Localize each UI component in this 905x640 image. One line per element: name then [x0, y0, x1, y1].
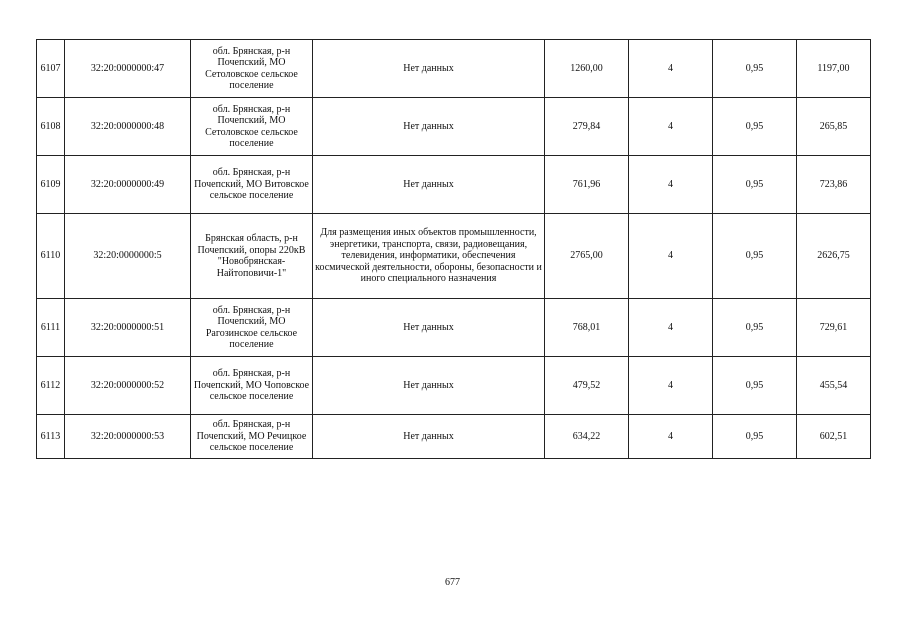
address: обл. Брянская, р-н Почепский, МО Витовское сельское поселение — [191, 156, 313, 214]
coefficient: 0,95 — [713, 156, 797, 214]
table-row — [37, 214, 871, 299]
cadastral-number: 32:20:0000000:48 — [65, 98, 191, 156]
permitted-use: Нет данных — [313, 299, 545, 357]
group: 4 — [629, 40, 713, 98]
table-row — [37, 357, 871, 415]
table-row — [37, 40, 871, 98]
area: 479,52 — [545, 357, 629, 415]
permitted-use: Нет данных — [313, 156, 545, 214]
address: Брянская область, р-н Почепский, опоры 220кВ "Новобрянская-Найтоповичи-1" — [191, 214, 313, 299]
area: 279,84 — [545, 98, 629, 156]
area: 768,01 — [545, 299, 629, 357]
row-number: 6113 — [37, 415, 65, 459]
permitted-use: Нет данных — [313, 40, 545, 98]
row-number: 6109 — [37, 156, 65, 214]
value: 455,54 — [797, 357, 871, 415]
address: обл. Брянская, р-н Почепский, МО Чоповское сельское поселение — [191, 357, 313, 415]
table-row — [37, 299, 871, 357]
cadastral-number: 32:20:0000000:5 — [65, 214, 191, 299]
cadastral-number: 32:20:0000000:49 — [65, 156, 191, 214]
value: 602,51 — [797, 415, 871, 459]
area: 1260,00 — [545, 40, 629, 98]
table-row — [37, 415, 871, 459]
value: 265,85 — [797, 98, 871, 156]
value: 723,86 — [797, 156, 871, 214]
address: обл. Брянская, р-н Почепский, МО Сетоловское сельское поселение — [191, 40, 313, 98]
coefficient: 0,95 — [713, 299, 797, 357]
coefficient: 0,95 — [713, 357, 797, 415]
cadastral-number: 32:20:0000000:47 — [65, 40, 191, 98]
cadastral-number: 32:20:0000000:53 — [65, 415, 191, 459]
value: 1197,00 — [797, 40, 871, 98]
area: 761,96 — [545, 156, 629, 214]
coefficient: 0,95 — [713, 40, 797, 98]
coefficient: 0,95 — [713, 98, 797, 156]
cadastral-number: 32:20:0000000:51 — [65, 299, 191, 357]
row-number: 6110 — [37, 214, 65, 299]
area: 2765,00 — [545, 214, 629, 299]
group: 4 — [629, 415, 713, 459]
cadastral-number: 32:20:0000000:52 — [65, 357, 191, 415]
address: обл. Брянская, р-н Почепский, МО Рагозинское сельское поселение — [191, 299, 313, 357]
permitted-use: Нет данных — [313, 415, 545, 459]
value: 2626,75 — [797, 214, 871, 299]
group: 4 — [629, 214, 713, 299]
row-number: 6107 — [37, 40, 65, 98]
row-number: 6112 — [37, 357, 65, 415]
row-number: 6111 — [37, 299, 65, 357]
table-row — [37, 156, 871, 214]
row-number: 6108 — [37, 98, 65, 156]
page-number: 677 — [445, 577, 460, 588]
area: 634,22 — [545, 415, 629, 459]
cadastral-table — [36, 39, 871, 459]
address: обл. Брянская, р-н Почепский, МО Речицкое сельское поселение — [191, 415, 313, 459]
address: обл. Брянская, р-н Почепский, МО Сетоловское сельское поселение — [191, 98, 313, 156]
coefficient: 0,95 — [713, 214, 797, 299]
group: 4 — [629, 156, 713, 214]
value: 729,61 — [797, 299, 871, 357]
permitted-use: Нет данных — [313, 357, 545, 415]
table-row — [37, 98, 871, 156]
group: 4 — [629, 98, 713, 156]
permitted-use: Для размещения иных объектов промышленности, энергетики, транспорта, связи, радиовещания, телевидения, информатики, обеспечения космической деятельности, обороны, безопасности и иного специального назначения — [313, 214, 545, 299]
group: 4 — [629, 299, 713, 357]
group: 4 — [629, 357, 713, 415]
permitted-use: Нет данных — [313, 98, 545, 156]
coefficient: 0,95 — [713, 415, 797, 459]
